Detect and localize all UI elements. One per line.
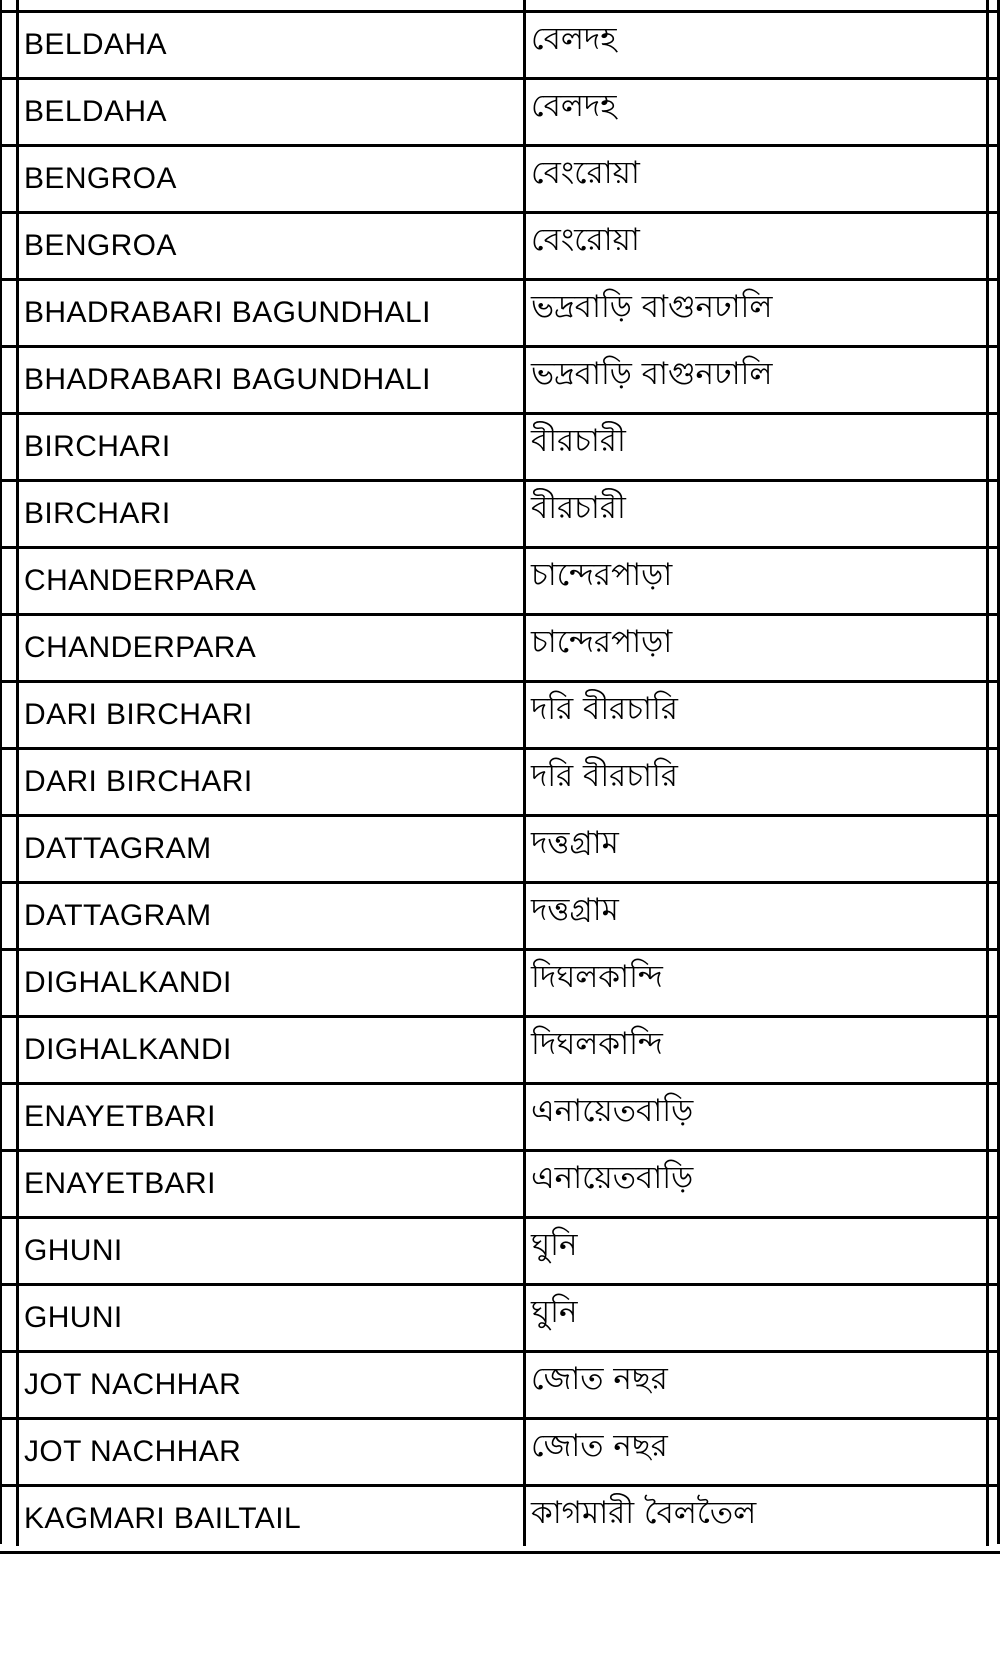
village-name-table bbox=[0, 10, 1000, 1554]
bengali-name-cell: দত্তগ্রাম bbox=[531, 825, 619, 861]
bengali-name-cell: এনায়েতবাড়ি bbox=[531, 1160, 694, 1196]
english-name-cell: GHUNI bbox=[24, 1234, 123, 1267]
table-row bbox=[0, 211, 1000, 278]
bengali-name-cell: দিঘলকান্দি bbox=[531, 1026, 663, 1062]
table-right-border bbox=[986, 0, 989, 1546]
english-name-cell: BELDAHA bbox=[24, 28, 167, 61]
table-row bbox=[0, 814, 1000, 881]
bengali-name-cell: বেংরোয়া bbox=[531, 155, 640, 191]
bengali-name-cell: চান্দেরপাড়া bbox=[531, 557, 673, 593]
bengali-name-cell: চান্দেরপাড়া bbox=[531, 624, 673, 660]
table-left-border bbox=[16, 0, 19, 1546]
table-row bbox=[0, 345, 1000, 412]
table-row bbox=[0, 881, 1000, 948]
bengali-name-cell: দরি বীরচারি bbox=[531, 758, 678, 794]
table-row bbox=[0, 546, 1000, 613]
table-row bbox=[0, 680, 1000, 747]
table-row bbox=[0, 278, 1000, 345]
english-name-cell: KAGMARI BAILTAIL bbox=[24, 1502, 302, 1535]
english-name-cell: DATTAGRAM bbox=[24, 899, 212, 932]
table-row bbox=[0, 1149, 1000, 1216]
bengali-name-cell: জোত নছর bbox=[531, 1361, 668, 1397]
english-name-cell: DIGHALKANDI bbox=[24, 966, 232, 999]
table-row bbox=[0, 613, 1000, 680]
english-name-cell: CHANDERPARA bbox=[24, 631, 257, 664]
english-name-cell: BELDAHA bbox=[24, 95, 167, 128]
english-name-cell: BIRCHARI bbox=[24, 497, 171, 530]
english-name-cell: ENAYETBARI bbox=[24, 1100, 216, 1133]
english-name-cell: JOT NACHHAR bbox=[24, 1368, 242, 1401]
bengali-name-cell: বেংরোয়া bbox=[531, 222, 640, 258]
english-name-cell: DIGHALKANDI bbox=[24, 1033, 232, 1066]
table-row bbox=[0, 479, 1000, 546]
bengali-name-cell: দত্তগ্রাম bbox=[531, 892, 619, 928]
table-row bbox=[0, 10, 1000, 77]
english-name-cell: BHADRABARI BAGUNDHALI bbox=[24, 296, 431, 329]
table-row bbox=[0, 948, 1000, 1015]
table-row bbox=[0, 1417, 1000, 1484]
bengali-name-cell: বেলদহ bbox=[531, 21, 617, 57]
table-row bbox=[0, 1216, 1000, 1283]
english-name-cell: DARI BIRCHARI bbox=[24, 765, 253, 798]
english-name-cell: DARI BIRCHARI bbox=[24, 698, 253, 731]
table-column-divider bbox=[523, 0, 526, 1546]
table-row bbox=[0, 747, 1000, 814]
bengali-name-cell: বেলদহ bbox=[531, 88, 617, 124]
table-row bbox=[0, 77, 1000, 144]
english-name-cell: BHADRABARI BAGUNDHALI bbox=[24, 363, 431, 396]
english-name-cell: BENGROA bbox=[24, 162, 177, 195]
bengali-name-cell: ভদ্রবাড়ি বাগুনঢালি bbox=[531, 356, 773, 392]
table-row bbox=[0, 1015, 1000, 1082]
bengali-name-cell: দিঘলকান্দি bbox=[531, 959, 663, 995]
bengali-name-cell: এনায়েতবাড়ি bbox=[531, 1093, 694, 1129]
english-name-cell: ENAYETBARI bbox=[24, 1167, 216, 1200]
english-name-cell: GHUNI bbox=[24, 1301, 123, 1334]
bengali-name-cell: দরি বীরচারি bbox=[531, 691, 678, 727]
english-name-cell: DATTAGRAM bbox=[24, 832, 212, 865]
bengali-name-cell: ঘুনি bbox=[531, 1227, 578, 1263]
english-name-cell: BIRCHARI bbox=[24, 430, 171, 463]
english-name-cell: CHANDERPARA bbox=[24, 564, 257, 597]
table-outer-left-border bbox=[0, 0, 2, 1544]
bengali-name-cell: ভদ্রবাড়ি বাগুনঢালি bbox=[531, 289, 773, 325]
table-row bbox=[0, 412, 1000, 479]
table-row bbox=[0, 1484, 1000, 1554]
table-row bbox=[0, 144, 1000, 211]
bengali-name-cell: কাগমারী বৈলতৈল bbox=[531, 1495, 757, 1531]
table-row bbox=[0, 1350, 1000, 1417]
english-name-cell: JOT NACHHAR bbox=[24, 1435, 242, 1468]
english-name-cell: BENGROA bbox=[24, 229, 177, 262]
table-row bbox=[0, 1082, 1000, 1149]
bengali-name-cell: জোত নছর bbox=[531, 1428, 668, 1464]
bengali-name-cell: বীরচারী bbox=[531, 423, 626, 459]
bengali-name-cell: ঘুনি bbox=[531, 1294, 578, 1330]
table-row bbox=[0, 1283, 1000, 1350]
bengali-name-cell: বীরচারী bbox=[531, 490, 626, 526]
